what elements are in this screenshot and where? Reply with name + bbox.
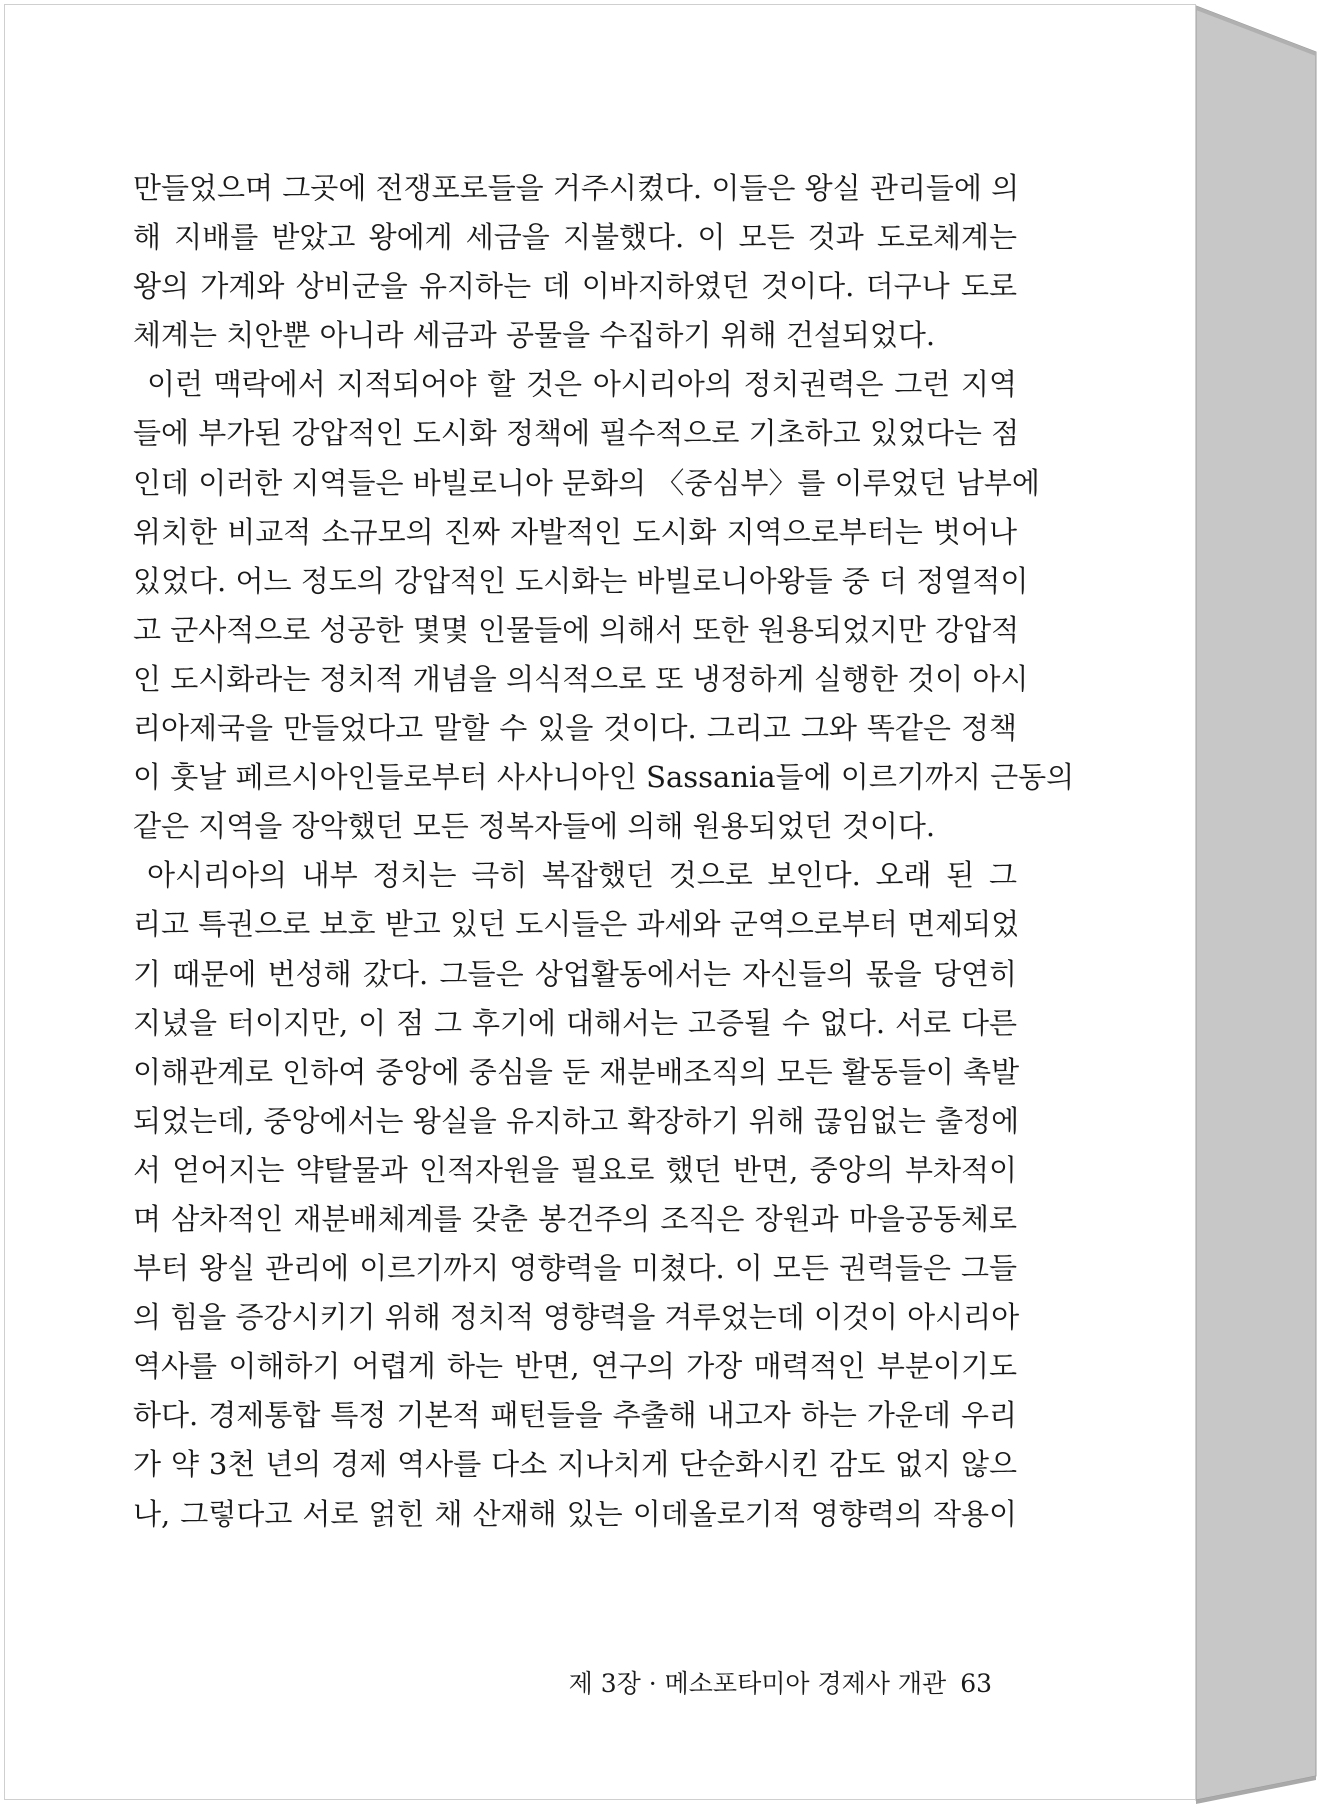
paragraph [133,164,1020,360]
text-line: 서 얻어지는 약탈물과 인적자원을 필요로 했던 반면, 중앙의 부차적이 [133,1152,1017,1187]
text-line: 리고 특권으로 보호 받고 있던 도시들은 과세와 군역으로부터 면제되었 [133,907,1020,942]
text-line: 며 삼차적인 재분배체계를 갖춘 봉건주의 조직은 장원과 마을공동체로 [133,1201,1017,1236]
text-line: 하다. 경제통합 특정 기본적 패턴들을 추출해 내고자 하는 가운데 우리 [133,1398,1017,1433]
page-number: 63 [960,1669,992,1698]
text-line: 이런 맥락에서 지적되어야 할 것은 아시리아의 정치권력은 그런 지역 [147,367,1017,402]
running-footer [560,1664,992,1704]
text-line: 체계는 치안뿐 아니라 세금과 공물을 수집하기 위해 건설되었다. [133,318,936,353]
text-line: 만들었으며 그곳에 전쟁포로들을 거주시켰다. 이들은 왕실 관리들에 의 [133,171,1020,205]
text-line: 있었다. 어느 정도의 강압적인 도시화는 바빌로니아왕들 중 더 정열적이 [133,563,1029,598]
text-line: 인 도시화라는 정치적 개념을 의식적으로 또 냉정하게 실행한 것이 아시 [133,661,1029,696]
text-line: 리아제국을 만들었다고 말할 수 있을 것이다. 그리고 그와 똑같은 정책 [133,711,1017,746]
text-line: 해 지배를 받았고 왕에게 세금을 지불했다. 이 모든 것과 도로체계는 [133,220,1017,255]
text-line: 고 군사적으로 성공한 몇몇 인물들에 의해서 또한 원용되었지만 강압적 [133,612,1020,647]
text-line: 왕의 가계와 상비군을 유지하는 데 이바지하였던 것이다. 더구나 도로 [133,269,1017,304]
text-line: 이 훗날 페르시아인들로부터 사사니아인 Sassania들에 이르기까지 근동의 [133,760,1075,795]
text-line: 역사를 이해하기 어렵게 하는 반면, 연구의 가장 매력적인 부분이기도 [133,1349,1017,1384]
text-line: 나, 그렇다고 서로 얽힌 채 산재해 있는 이데올로기적 영향력의 작용이 [133,1496,1017,1531]
text-line: 의 힘을 증강시키기 위해 정치적 영향력을 겨루었는데 이것이 아시리아 [133,1300,1020,1335]
body-text [133,164,1075,1539]
text-line: 지녔을 터이지만, 이 점 그 후기에 대해서는 고증될 수 없다. 서로 다른 [133,1005,1017,1040]
text-line: 인데 이러한 지역들은 바빌로니아 문화의 〈중심부〉를 이루었던 남부에 [133,465,1040,500]
chapter-label: 제 3장 · 메소포타미아 경제사 개관 [568,1669,947,1698]
paragraph [133,851,1020,1538]
text-line: 이해관계로 인하여 중앙에 중심을 둔 재분배조직의 모든 활동들이 촉발 [133,1054,1020,1089]
text-line: 가 약 3천 년의 경제 역사를 다소 지나치게 단순화시킨 감도 없지 않으 [133,1447,1017,1482]
text-line: 아시리아의 내부 정치는 극히 복잡했던 것으로 보인다. 오래 된 그 [147,858,1017,893]
page-stack-side [1196,6,1316,1800]
text-line: 기 때문에 번성해 갔다. 그들은 상업활동에서는 자신들의 몫을 당연히 [133,956,1017,991]
paragraph [133,360,1075,851]
text-line: 들에 부가된 강압적인 도시화 정책에 필수적으로 기초하고 있었다는 점 [133,416,1020,451]
text-line: 위치한 비교적 소규모의 진짜 자발적인 도시화 지역으로부터는 벗어나 [133,514,1017,549]
text-line: 되었는데, 중앙에서는 왕실을 유지하고 확장하기 위해 끊임없는 출정에 [133,1103,1020,1138]
text-line: 부터 왕실 관리에 이르기까지 영향력을 미쳤다. 이 모든 권력들은 그들 [133,1251,1017,1286]
text-line: 같은 지역을 장악했던 모든 정복자들에 의해 원용되었던 것이다. [133,809,936,844]
